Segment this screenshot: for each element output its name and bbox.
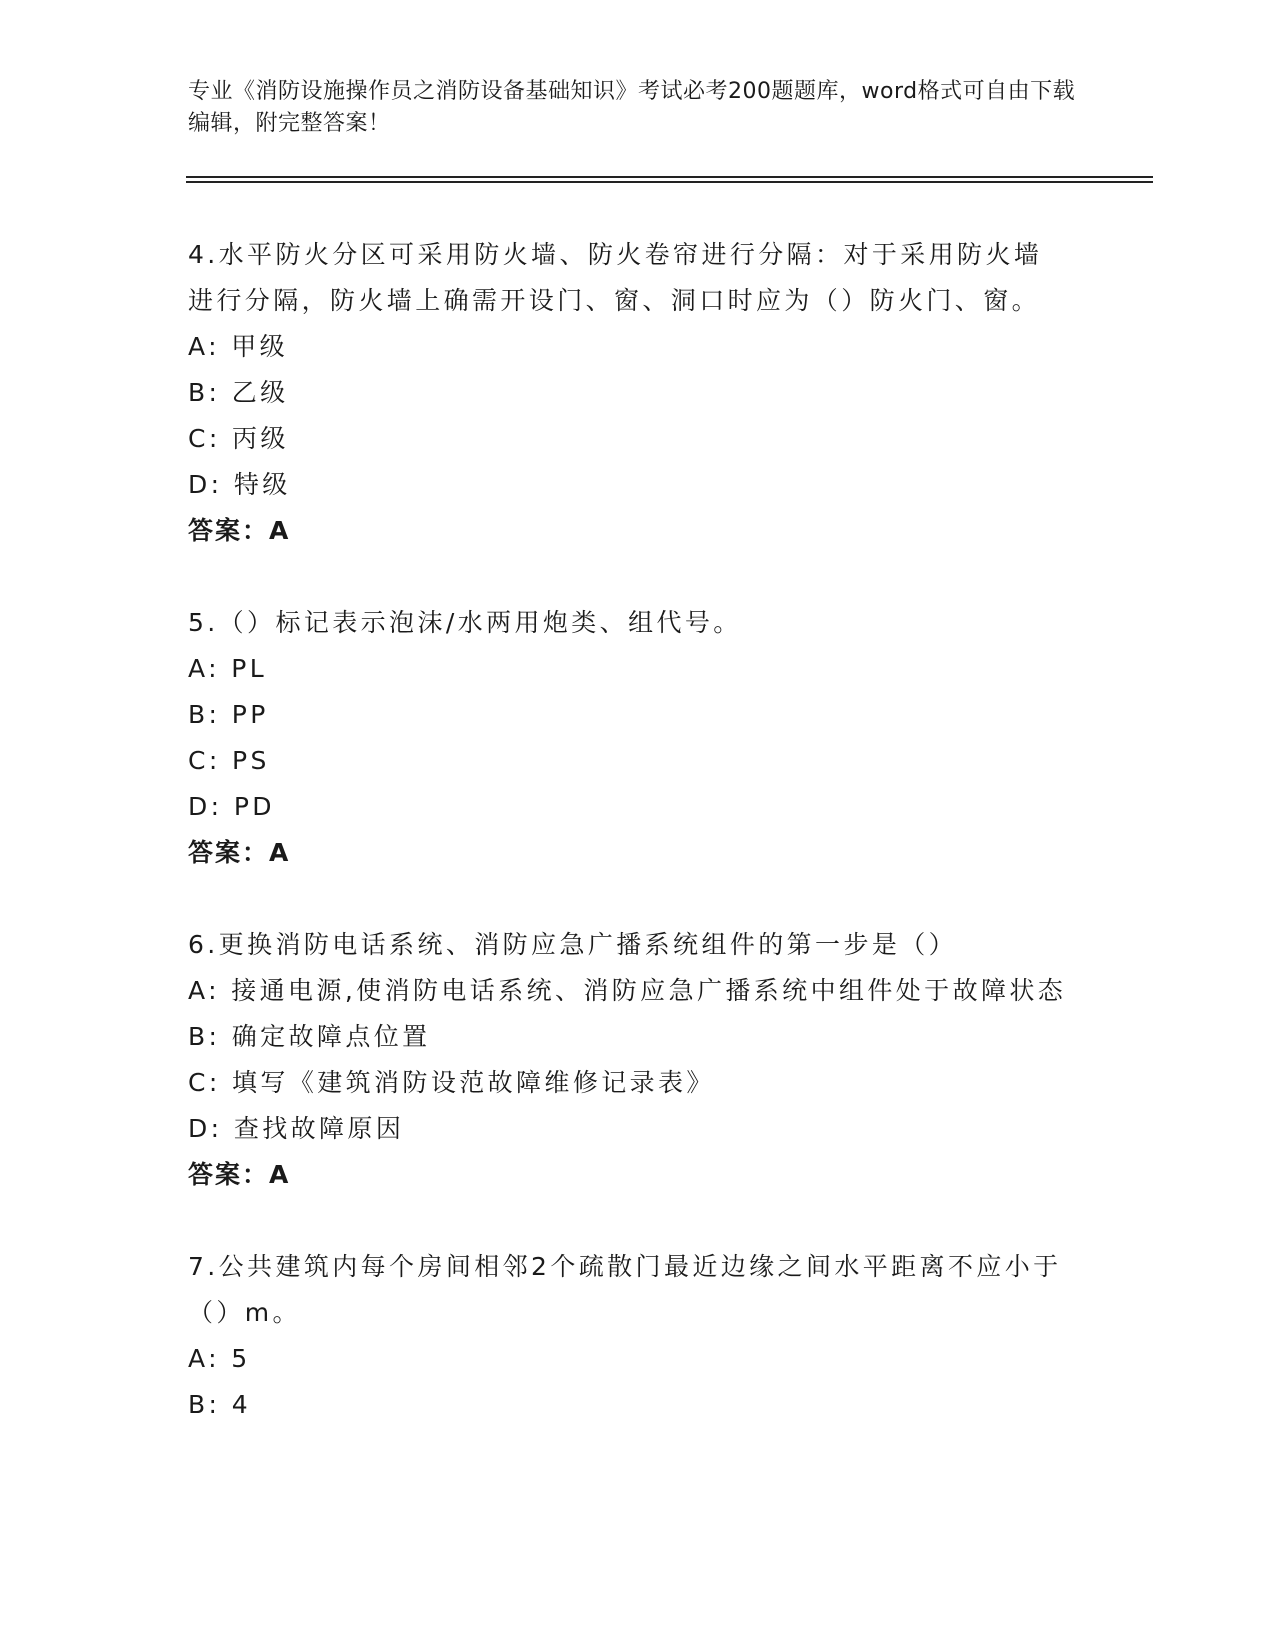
question-7	[188, 1244, 1068, 1428]
question-list	[188, 232, 1068, 1474]
option-b: B: 乙级	[188, 378, 289, 407]
option-d: D: PD	[188, 792, 275, 821]
option-c: C: 填写《建筑消防设范故障维修记录表》	[188, 1068, 715, 1097]
question-text: 7.公共建筑内每个房间相邻2个疏散门最近边缘之间水平距离不应小于（）m。	[188, 1252, 1062, 1327]
question-text: 5.（）标记表示泡沫/水两用炮类、组代号。	[188, 608, 742, 637]
option-b: B: PP	[188, 700, 269, 729]
question-6	[188, 922, 1068, 1198]
header-divider-bottom	[186, 181, 1153, 183]
question-5	[188, 600, 1068, 876]
option-d: D: 特级	[188, 470, 291, 499]
question-text: 4.水平防火分区可采用防火墙、防火卷帘进行分隔：对于采用防火墙进行分隔，防火墙上确需开设门、窗、洞口时应为（）防火门、窗。	[188, 240, 1043, 315]
question-text: 6.更换消防电话系统、消防应急广播系统组件的第一步是（）	[188, 930, 958, 959]
option-c: C: PS	[188, 746, 270, 775]
document-header: 专业《消防设施操作员之消防设备基础知识》考试必考200题题库，word格式可自由下载编辑，附完整答案！	[188, 79, 1076, 136]
answer: 答案：A	[188, 516, 291, 545]
option-b: B: 4	[188, 1390, 252, 1419]
option-d: D: 查找故障原因	[188, 1114, 405, 1143]
option-b: B: 确定故障点位置	[188, 1022, 431, 1051]
option-a: A: 甲级	[188, 332, 289, 361]
option-a: A: 5	[188, 1344, 251, 1373]
answer: 答案：A	[188, 1160, 291, 1189]
option-a: A: 接通电源,使消防电话系统、消防应急广播系统中组件处于故障状态	[188, 976, 1067, 1005]
option-c: C: 丙级	[188, 424, 289, 453]
answer: 答案：A	[188, 838, 291, 867]
option-a: A: PL	[188, 654, 268, 683]
header-divider-top	[186, 176, 1153, 178]
question-4	[188, 232, 1068, 554]
